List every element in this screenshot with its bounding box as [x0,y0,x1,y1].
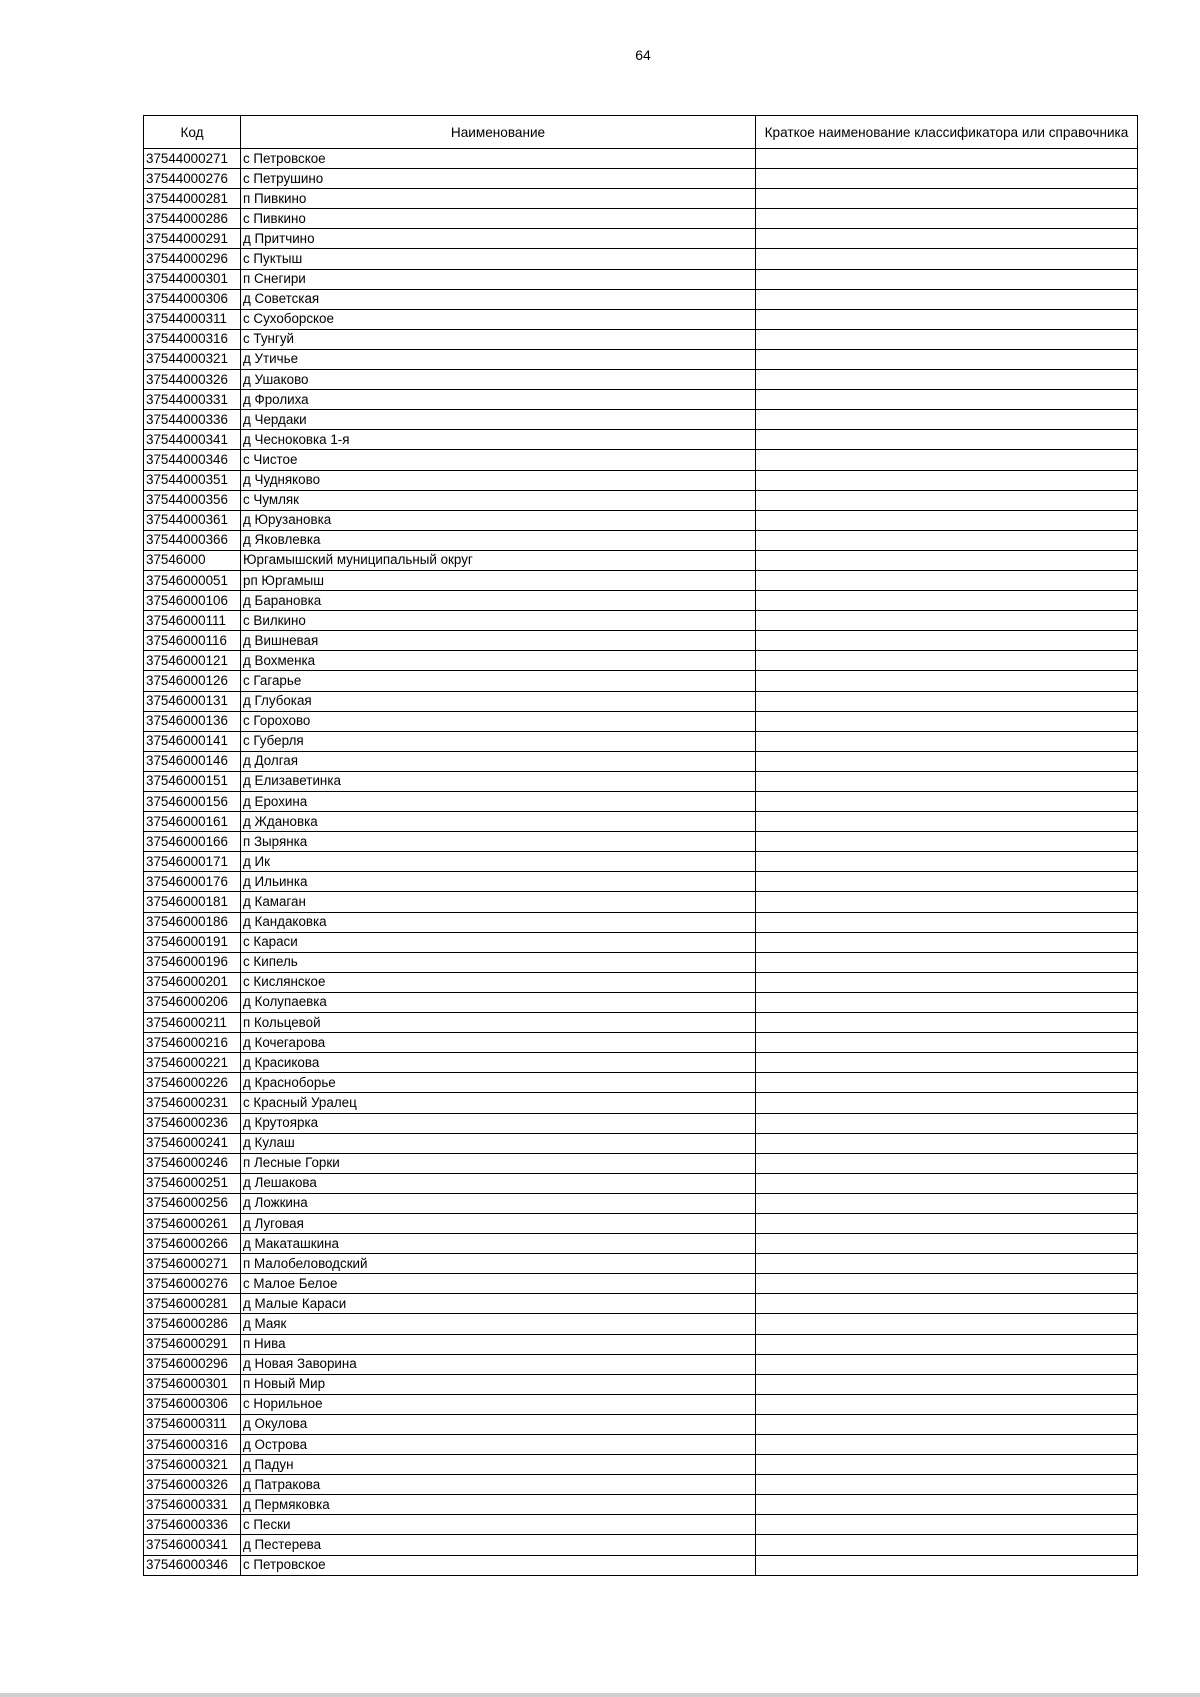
cell-name: с Петровское [241,149,756,169]
table-row [144,510,1138,530]
cell-name: с Кипель [241,952,756,972]
cell-code: 37546000346 [144,1555,241,1575]
cell-code: 37544000271 [144,149,241,169]
table-row [144,550,1138,570]
cell-code: 37544000326 [144,370,241,390]
cell-code: 37546000131 [144,691,241,711]
cell-code: 37546000216 [144,1033,241,1053]
cell-code: 37544000366 [144,530,241,550]
cell-name: с Петрушино [241,169,756,189]
cell-short-name [756,490,1138,510]
table-row [144,1073,1138,1093]
cell-short-name [756,1414,1138,1434]
cell-name: рп Юргамыш [241,570,756,590]
cell-short-name [756,852,1138,872]
cell-short-name [756,1374,1138,1394]
cell-name: д Ждановка [241,812,756,832]
table-row [144,1093,1138,1113]
cell-short-name [756,992,1138,1012]
cell-code: 37546000341 [144,1535,241,1555]
cell-name: д Малые Караси [241,1294,756,1314]
cell-short-name [756,792,1138,812]
cell-code: 37546000196 [144,952,241,972]
cell-name: д Падун [241,1455,756,1475]
cell-short-name [756,329,1138,349]
table-row [144,1053,1138,1073]
cell-name: д Красикова [241,1053,756,1073]
table-row [144,1013,1138,1033]
table-row [144,1394,1138,1414]
cell-short-name [756,832,1138,852]
cell-short-name [756,1394,1138,1414]
cell-name: д Барановка [241,591,756,611]
cell-code: 37546000296 [144,1354,241,1374]
table-row [144,671,1138,691]
cell-name: д Кандаковка [241,912,756,932]
cell-name: д Кулаш [241,1133,756,1153]
table-row [144,1113,1138,1133]
header-row [144,116,1138,149]
cell-short-name [756,189,1138,209]
cell-short-name [756,1073,1138,1093]
cell-name: с Гагарье [241,671,756,691]
table-row [144,892,1138,912]
table-row [144,349,1138,369]
table-row [144,1495,1138,1515]
table-row [144,269,1138,289]
cell-code: 37546000286 [144,1314,241,1334]
cell-code: 37546000206 [144,992,241,1012]
cell-name: д Советская [241,289,756,309]
cell-short-name [756,1213,1138,1233]
cell-name: д Яковлевка [241,530,756,550]
table-row [144,1294,1138,1314]
cell-short-name [756,1475,1138,1495]
cell-name: д Камаган [241,892,756,912]
cell-code: 37544000281 [144,189,241,209]
cell-name: д Долгая [241,751,756,771]
cell-name: д Кочегарова [241,1033,756,1053]
table-row [144,1193,1138,1213]
header-short-name: Краткое наименование классификатора или справочника [756,116,1138,149]
table-body [144,149,1138,1576]
cell-code: 37546000326 [144,1475,241,1495]
cell-short-name [756,370,1138,390]
table-row [144,169,1138,189]
cell-code: 37546000111 [144,611,241,631]
cell-short-name [756,912,1138,932]
cell-name: с Пески [241,1515,756,1535]
cell-code: 37546000186 [144,912,241,932]
cell-short-name [756,651,1138,671]
table-row [144,1213,1138,1233]
cell-short-name [756,1435,1138,1455]
classifier-table-container [143,115,1137,1576]
cell-name: д Красноборье [241,1073,756,1093]
cell-name: Юргамышский муниципальный округ [241,550,756,570]
cell-code: 37546000236 [144,1113,241,1133]
cell-code: 37546000171 [144,852,241,872]
table-row [144,1414,1138,1434]
cell-name: д Елизаветинка [241,771,756,791]
cell-name: д Макаташкина [241,1234,756,1254]
table-row [144,912,1138,932]
cell-short-name [756,410,1138,430]
cell-short-name [756,249,1138,269]
cell-name: д Маяк [241,1314,756,1334]
table-row [144,470,1138,490]
cell-name: д Окулова [241,1414,756,1434]
cell-code: 37546000146 [144,751,241,771]
table-row [144,1153,1138,1173]
cell-code: 37544000321 [144,349,241,369]
cell-short-name [756,149,1138,169]
cell-name: с Чистое [241,450,756,470]
cell-short-name [756,872,1138,892]
cell-name: д Ильинка [241,872,756,892]
cell-code: 37546000051 [144,570,241,590]
table-row [144,530,1138,550]
cell-short-name [756,289,1138,309]
cell-short-name [756,1495,1138,1515]
table-row [144,329,1138,349]
cell-code: 37544000351 [144,470,241,490]
cell-short-name [756,510,1138,530]
cell-code: 37546000181 [144,892,241,912]
cell-short-name [756,1033,1138,1053]
cell-name: д Вишневая [241,631,756,651]
cell-name: д Колупаевка [241,992,756,1012]
cell-name: д Лешакова [241,1173,756,1193]
cell-code: 37546000221 [144,1053,241,1073]
cell-short-name [756,309,1138,329]
table-row [144,932,1138,952]
table-row [144,249,1138,269]
cell-short-name [756,771,1138,791]
cell-code: 37546000141 [144,731,241,751]
cell-code: 37544000331 [144,390,241,410]
cell-code: 37546000156 [144,792,241,812]
cell-code: 37546000106 [144,591,241,611]
cell-short-name [756,1334,1138,1354]
table-row [144,771,1138,791]
cell-name: с Тунгуй [241,329,756,349]
table-row [144,852,1138,872]
table-row [144,611,1138,631]
cell-short-name [756,691,1138,711]
table-row [144,1334,1138,1354]
cell-code: 37546000161 [144,812,241,832]
cell-short-name [756,711,1138,731]
cell-code: 37544000361 [144,510,241,530]
cell-short-name [756,892,1138,912]
cell-name: с Караси [241,932,756,952]
table-row [144,149,1138,169]
table-row [144,872,1138,892]
table-row [144,731,1138,751]
table-header [144,116,1138,149]
cell-name: с Красный Уралец [241,1093,756,1113]
cell-short-name [756,1455,1138,1475]
cell-code: 37546000261 [144,1213,241,1233]
cell-code: 37544000306 [144,289,241,309]
table-row [144,229,1138,249]
cell-code: 37544000276 [144,169,241,189]
table-row [144,1254,1138,1274]
table-row [144,711,1138,731]
table-row [144,1133,1138,1153]
cell-name: п Малобеловодский [241,1254,756,1274]
cell-short-name [756,169,1138,189]
cell-code: 37544000286 [144,209,241,229]
cell-short-name [756,1193,1138,1213]
cell-name: с Пуктыш [241,249,756,269]
table-row [144,209,1138,229]
cell-name: с Горохово [241,711,756,731]
table-row [144,1555,1138,1575]
cell-short-name [756,952,1138,972]
cell-code: 37544000311 [144,309,241,329]
cell-code: 37544000291 [144,229,241,249]
cell-short-name [756,1093,1138,1113]
page-bottom-edge [0,1693,1200,1697]
cell-name: с Сухоборское [241,309,756,329]
cell-name: с Вилкино [241,611,756,631]
cell-name: п Снегири [241,269,756,289]
header-name: Наименование [241,116,756,149]
cell-name: д Пермяковка [241,1495,756,1515]
table-row [144,992,1138,1012]
cell-name: д Чудняково [241,470,756,490]
cell-code: 37546000191 [144,932,241,952]
cell-name: д Ерохина [241,792,756,812]
cell-code: 37546000166 [144,832,241,852]
table-row [144,1435,1138,1455]
cell-short-name [756,611,1138,631]
cell-short-name [756,671,1138,691]
cell-name: д Новая Заворина [241,1354,756,1374]
table-row [144,812,1138,832]
cell-name: д Ложкина [241,1193,756,1213]
table-row [144,1455,1138,1475]
table-row [144,430,1138,450]
cell-code: 37546000121 [144,651,241,671]
table-row [144,1475,1138,1495]
table-row [144,309,1138,329]
cell-code: 37544000356 [144,490,241,510]
cell-short-name [756,1113,1138,1133]
cell-code: 37546000231 [144,1093,241,1113]
table-row [144,832,1138,852]
table-row [144,189,1138,209]
cell-name: д Юрузановка [241,510,756,530]
cell-code: 37546000316 [144,1435,241,1455]
cell-short-name [756,269,1138,289]
cell-name: с Малое Белое [241,1274,756,1294]
table-row [144,450,1138,470]
cell-name: п Нива [241,1334,756,1354]
cell-short-name [756,349,1138,369]
cell-code: 37546000211 [144,1013,241,1033]
cell-name: д Притчино [241,229,756,249]
cell-short-name [756,530,1138,550]
cell-name: д Пестерева [241,1535,756,1555]
cell-code: 37546000176 [144,872,241,892]
cell-code: 37546000256 [144,1193,241,1213]
table-row [144,289,1138,309]
table-row [144,1535,1138,1555]
table-row [144,390,1138,410]
cell-short-name [756,430,1138,450]
cell-code: 37546000321 [144,1455,241,1475]
cell-short-name [756,812,1138,832]
classifier-table [143,115,1138,1576]
cell-code: 37544000341 [144,430,241,450]
table-row [144,1274,1138,1294]
cell-code: 37546000246 [144,1153,241,1173]
cell-code: 37546000331 [144,1495,241,1515]
table-row [144,1173,1138,1193]
cell-code: 37546000291 [144,1334,241,1354]
cell-short-name [756,229,1138,249]
cell-name: д Острова [241,1435,756,1455]
cell-short-name [756,1314,1138,1334]
cell-code: 37546000266 [144,1234,241,1254]
cell-name: д Вохменка [241,651,756,671]
table-row [144,751,1138,771]
cell-name: д Ушаково [241,370,756,390]
cell-short-name [756,1254,1138,1274]
cell-name: п Зырянка [241,832,756,852]
cell-short-name [756,390,1138,410]
table-row [144,792,1138,812]
cell-name: д Утичье [241,349,756,369]
cell-name: п Кольцевой [241,1013,756,1033]
cell-code: 37546000241 [144,1133,241,1153]
cell-short-name [756,731,1138,751]
cell-short-name [756,570,1138,590]
table-row [144,1515,1138,1535]
cell-code: 37544000301 [144,269,241,289]
cell-name: п Лесные Горки [241,1153,756,1173]
table-row [144,691,1138,711]
cell-short-name [756,1153,1138,1173]
table-row [144,370,1138,390]
cell-short-name [756,1555,1138,1575]
table-row [144,952,1138,972]
cell-short-name [756,450,1138,470]
cell-code: 37544000296 [144,249,241,269]
cell-short-name [756,209,1138,229]
cell-name: д Чесноковка 1-я [241,430,756,450]
cell-code: 37546000276 [144,1274,241,1294]
table-row [144,972,1138,992]
cell-short-name [756,932,1138,952]
cell-code: 37546000336 [144,1515,241,1535]
cell-name: д Глубокая [241,691,756,711]
page-number: 64 [635,47,651,63]
table-row [144,651,1138,671]
cell-short-name [756,1515,1138,1535]
cell-short-name [756,1234,1138,1254]
cell-code: 37544000316 [144,329,241,349]
cell-code: 37546000271 [144,1254,241,1274]
cell-name: д Крутоярка [241,1113,756,1133]
cell-short-name [756,1535,1138,1555]
cell-code: 37546000251 [144,1173,241,1193]
cell-short-name [756,1354,1138,1374]
table-row [144,490,1138,510]
cell-short-name [756,1173,1138,1193]
cell-short-name [756,470,1138,490]
cell-short-name [756,550,1138,570]
cell-name: д Ик [241,852,756,872]
table-row [144,1033,1138,1053]
cell-code: 37546000226 [144,1073,241,1093]
cell-name: д Чердаки [241,410,756,430]
cell-short-name [756,1133,1138,1153]
cell-name: с Пивкино [241,209,756,229]
table-row [144,631,1138,651]
cell-name: с Чумляк [241,490,756,510]
cell-name: п Пивкино [241,189,756,209]
header-code: Код [144,116,241,149]
cell-short-name [756,1013,1138,1033]
table-row [144,591,1138,611]
cell-code: 37546000311 [144,1414,241,1434]
cell-code: 37546000306 [144,1394,241,1414]
cell-name: с Норильное [241,1394,756,1414]
cell-short-name [756,591,1138,611]
cell-name: д Фролиха [241,390,756,410]
cell-name: с Петровское [241,1555,756,1575]
cell-code: 37546000116 [144,631,241,651]
cell-code: 37546000281 [144,1294,241,1314]
cell-name: с Губерля [241,731,756,751]
table-row [144,1314,1138,1334]
table-row [144,1374,1138,1394]
cell-name: д Патракова [241,1475,756,1495]
cell-short-name [756,1294,1138,1314]
table-row [144,570,1138,590]
cell-code: 37546000201 [144,972,241,992]
cell-code: 37544000346 [144,450,241,470]
cell-short-name [756,1274,1138,1294]
table-row [144,1354,1138,1374]
cell-name: п Новый Мир [241,1374,756,1394]
cell-code: 37546000126 [144,671,241,691]
table-row [144,410,1138,430]
cell-name: с Кислянское [241,972,756,992]
cell-short-name [756,631,1138,651]
cell-short-name [756,751,1138,771]
cell-code: 37546000301 [144,1374,241,1394]
table-row [144,1234,1138,1254]
cell-name: д Луговая [241,1213,756,1233]
cell-short-name [756,972,1138,992]
cell-short-name [756,1053,1138,1073]
cell-code: 37546000136 [144,711,241,731]
cell-code: 37546000151 [144,771,241,791]
cell-code: 37544000336 [144,410,241,430]
cell-code: 37546000 [144,550,241,570]
